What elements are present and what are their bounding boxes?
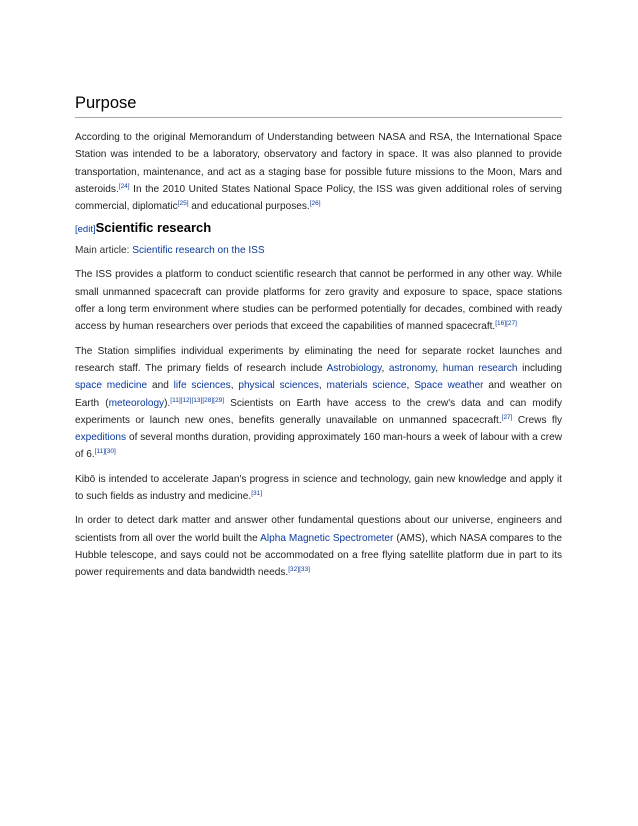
text-run: , [381,362,389,374]
link-space-medicine[interactable]: space medicine [75,380,148,392]
text-run: and educational purposes. [188,201,310,213]
citation-16-27[interactable]: [16][27] [495,320,517,328]
link-life-sciences[interactable]: life sciences [173,380,231,392]
link-meteorology[interactable]: meteorology [108,397,165,409]
text-run: ). [164,397,171,409]
paragraph-fields [75,343,562,464]
paragraph-kibo [75,471,562,506]
text-run: including [517,362,562,374]
text-run: Scientists on Earth have access to the crew's data and can modify experiments or launch new ones, benefits generally unavailable on unmanned spacecraft. [75,397,562,426]
heading-scientific-research: Scientific research [95,220,212,236]
link-physical-sciences[interactable]: physical sciences [238,380,319,392]
link-expeditions[interactable]: expeditions [75,432,127,444]
link-human-research[interactable]: human research [442,362,518,374]
text-run: Crews fly [512,414,562,426]
link-space-weather[interactable]: Space weather [414,380,484,392]
edit-link[interactable]: [edit] [75,224,96,236]
citation-11-30[interactable]: [11][30] [94,448,116,456]
citation-31[interactable]: [31] [251,490,263,498]
paragraph-platform [75,266,562,335]
text-run: , [435,362,443,374]
link-alpha-magnetic-spectrometer[interactable]: Alpha Magnetic Spectrometer [260,532,394,544]
citation-25[interactable]: [25] [177,200,189,208]
text-run: In the 2010 United States National Space Policy, the ISS was given additional roles of serving commercial, diplomatic [75,183,562,213]
text-run: , [406,380,415,392]
link-astrobiology[interactable]: Astrobiology [326,362,382,374]
section-title-purpose: Purpose [75,92,562,118]
main-article-link[interactable]: Scientific research on the ISS [132,245,265,257]
text-run: , [230,380,239,392]
main-article-prefix: Main article: [75,245,133,257]
text-run: and weather on Earth ( [75,380,563,409]
link-materials-science[interactable]: materials science [326,380,407,392]
paragraph-ams [75,512,562,581]
citation-26[interactable]: [26] [309,200,321,208]
text-run: (AMS), which NASA compares to the Hubble telescope, and says could not be accommodated on a free flying satellite platform due in part to its power requirements and data bandwidth needs. [75,532,563,579]
citation-11-29[interactable]: [11][12][13][28][29] [170,396,225,404]
text-run: Kibō is intended to accelerate Japan's progress in science and technology, gain new knowledge and apply it to such fields as industry and medicine. [75,473,562,503]
text-run: In order to detect dark matter and answer other fundamental questions about our universe, engineers and scientists from all over the world built the [75,515,562,544]
text-run: The ISS provides a platform to conduct scientific research that cannot be performed in any other way. While small unmanned spacecraft can provide platforms for zero gravity and exposure to space, space stations offer a long term environment where studies can be performed potentially for decades, combined with ready access by human researchers over periods that exceed the capabilities of manned spacecraft. [75,269,562,333]
text-run: , [318,380,327,392]
paragraph-purpose [75,129,562,215]
text-run: According to the original Memorandum of Understanding between NASA and RSA, the International Space Station was intended to be a laboratory, observatory and factory in space. It was also planned to provide transportation, maintenance, and act as a staging base for possible future missions to the Moon, Mars and asteroids. [75,132,562,195]
main-article-note [75,242,562,259]
text-run: of several months duration, providing approximately 160 man-hours a week of labour with a crew of 6. [75,432,562,461]
citation-24[interactable]: [24] [118,182,130,190]
text-run: The Station simplifies individual experiments by eliminating the need for separate rocket launches and research staff. The primary fields of research include [75,345,562,374]
document-page [75,92,562,582]
text-run: and [147,380,174,392]
section-heading-scientific-research [75,218,562,240]
link-astronomy[interactable]: astronomy [388,362,436,374]
citation-32-33[interactable]: [32][33] [288,566,310,574]
citation-27[interactable]: [27] [501,413,513,421]
